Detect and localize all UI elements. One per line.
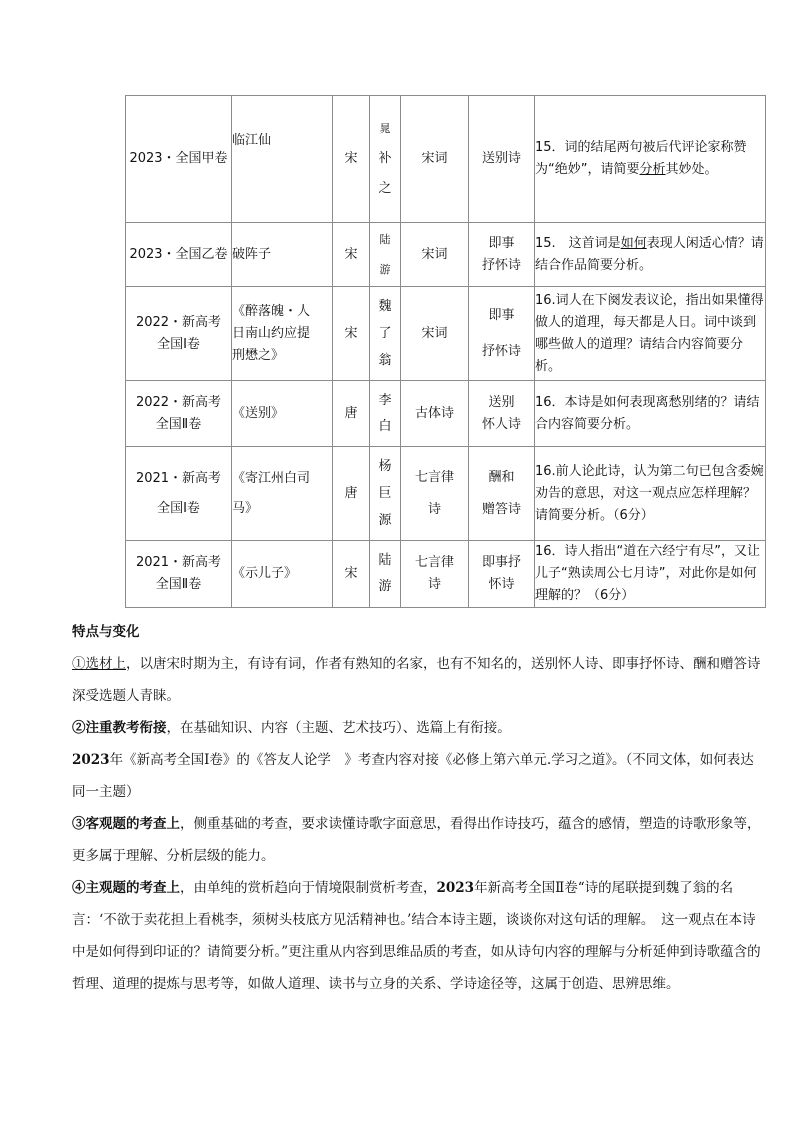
title-cell: 临江仙 <box>232 96 333 223</box>
genre-cell: 宋词 <box>401 287 469 381</box>
exam-cell: 2023・全国甲卷 <box>126 96 232 223</box>
dynasty-cell: 宋 <box>333 287 370 381</box>
title-cell: 破阵子 <box>232 223 333 287</box>
author-cell: 杨 巨 源 <box>370 447 401 541</box>
exam-cell: 2023・全国乙卷 <box>126 223 232 287</box>
note-paragraph-3: 2023年《新高考全国Ⅰ卷》的《答友人论学 》考查内容对接《必修上第六单元.学习之道》。（不同文体，如何表达同一主题） <box>72 752 754 800</box>
type-cell: 送别 怀人诗 <box>469 381 535 447</box>
type-cell: 即事 抒怀诗 <box>469 287 535 381</box>
dynasty-cell: 唐 <box>333 381 370 447</box>
dynasty-cell: 宋 <box>333 541 370 608</box>
table-row <box>126 287 766 381</box>
type-cell: 酬和 赠答诗 <box>469 447 535 541</box>
type-cell: 送别诗 <box>469 96 535 223</box>
author-cell: 陆 游 <box>370 541 401 608</box>
table-row <box>126 541 766 608</box>
table-row <box>126 381 766 447</box>
notes-section <box>72 616 762 1000</box>
title-cell: 《送别》 <box>232 381 333 447</box>
dynasty-cell: 宋 <box>333 223 370 287</box>
question-cell: 16．本诗是如何表现离愁别绪的？请结合内容简要分析。 <box>535 381 766 447</box>
genre-cell: 七言律 诗 <box>401 447 469 541</box>
note-paragraph-2: ②注重教考衔接，在基础知识、内容（主题、艺术技巧）、选篇上有衔接。 <box>72 720 511 736</box>
type-cell: 即事 抒怀诗 <box>469 223 535 287</box>
genre-cell: 七言律 诗 <box>401 541 469 608</box>
author-cell: 魏 了 翁 <box>370 287 401 381</box>
author-cell: 李 白 <box>370 381 401 447</box>
author-cell: 陆 游 <box>370 223 401 287</box>
table-row <box>126 223 766 287</box>
notes-heading: 特点与变化 <box>72 624 140 640</box>
exam-cell: 2021・新高考 全国Ⅰ卷 <box>126 447 232 541</box>
table-row <box>126 447 766 541</box>
genre-cell: 宋词 <box>401 96 469 223</box>
question-cell: 15．词的结尾两句被后代评论家称赞为“绝妙”，请简要分析其妙处。 <box>535 96 766 223</box>
question-cell: 16.前人论此诗，认为第二句已包含委婉劝告的意思，对这一观点应怎样理解？请简要分析。（6分） <box>535 447 766 541</box>
question-cell: 16．诗人指出“道在六经宁有尽”，又让儿子“熟读周公七月诗”，对此你是如何理解的？（6分） <box>535 541 766 608</box>
exam-cell: 2021・新高考 全国Ⅱ卷 <box>126 541 232 608</box>
table-row <box>126 96 766 223</box>
exam-cell: 2022・新高考 全国Ⅱ卷 <box>126 381 232 447</box>
title-cell: 《醉落魄・人 日南山约应提 刑懋之》 <box>232 287 333 381</box>
dynasty-cell: 唐 <box>333 447 370 541</box>
note-paragraph-1: ①选材上，以唐宋时期为主，有诗有词，作者有熟知的名家，也有不知名的，送别怀人诗、即事抒怀诗、酬和赠答诗深受选题人青睐。 <box>72 656 761 704</box>
exam-poetry-table <box>125 95 766 608</box>
genre-cell: 宋词 <box>401 223 469 287</box>
note-paragraph-5: ④主观题的考查上，由单纯的赏析趋向于情境限制赏析考查，2023年新高考全国Ⅱ卷“诗的尾联提到魏了翁的名言：‘不欲于卖花担上看桃李，须树头枝底方见活精神也。’结合本诗主题，谈谈你对这句话的理解。 这一观点在本诗中是如何得到印证的？请简要分析。”更注重从内容到思维品质的考查，如从诗句内容的理解与分析延伸到诗歌蕴含的哲理、道理的提炼与思考等，如做人道理、读书与立身的关系、学诗途径等，这属于创造、思辨思维。 <box>72 880 761 992</box>
dynasty-cell: 宋 <box>333 96 370 223</box>
author-cell: 晁 补 之 <box>370 96 401 223</box>
question-cell: 15. 这首词是如何表现人闲适心情？请结合作品简要分析。 <box>535 223 766 287</box>
exam-cell: 2022・新高考 全国Ⅰ卷 <box>126 287 232 381</box>
question-cell: 16.词人在下阕发表议论，指出如果懂得做人的道理，每天都是人日。词中谈到哪些做人的道理？请结合内容简要分析。 <box>535 287 766 381</box>
title-cell: 《示儿子》 <box>232 541 333 608</box>
type-cell: 即事抒 怀诗 <box>469 541 535 608</box>
genre-cell: 古体诗 <box>401 381 469 447</box>
title-cell: 《寄江州白司 马》 <box>232 447 333 541</box>
note-paragraph-4: ③客观题的考查上，侧重基础的考查，要求读懂诗歌字面意思，看得出作诗技巧，蕴含的感情，塑造的诗歌形象等，更多属于理解、分析层级的能力。 <box>72 816 761 864</box>
